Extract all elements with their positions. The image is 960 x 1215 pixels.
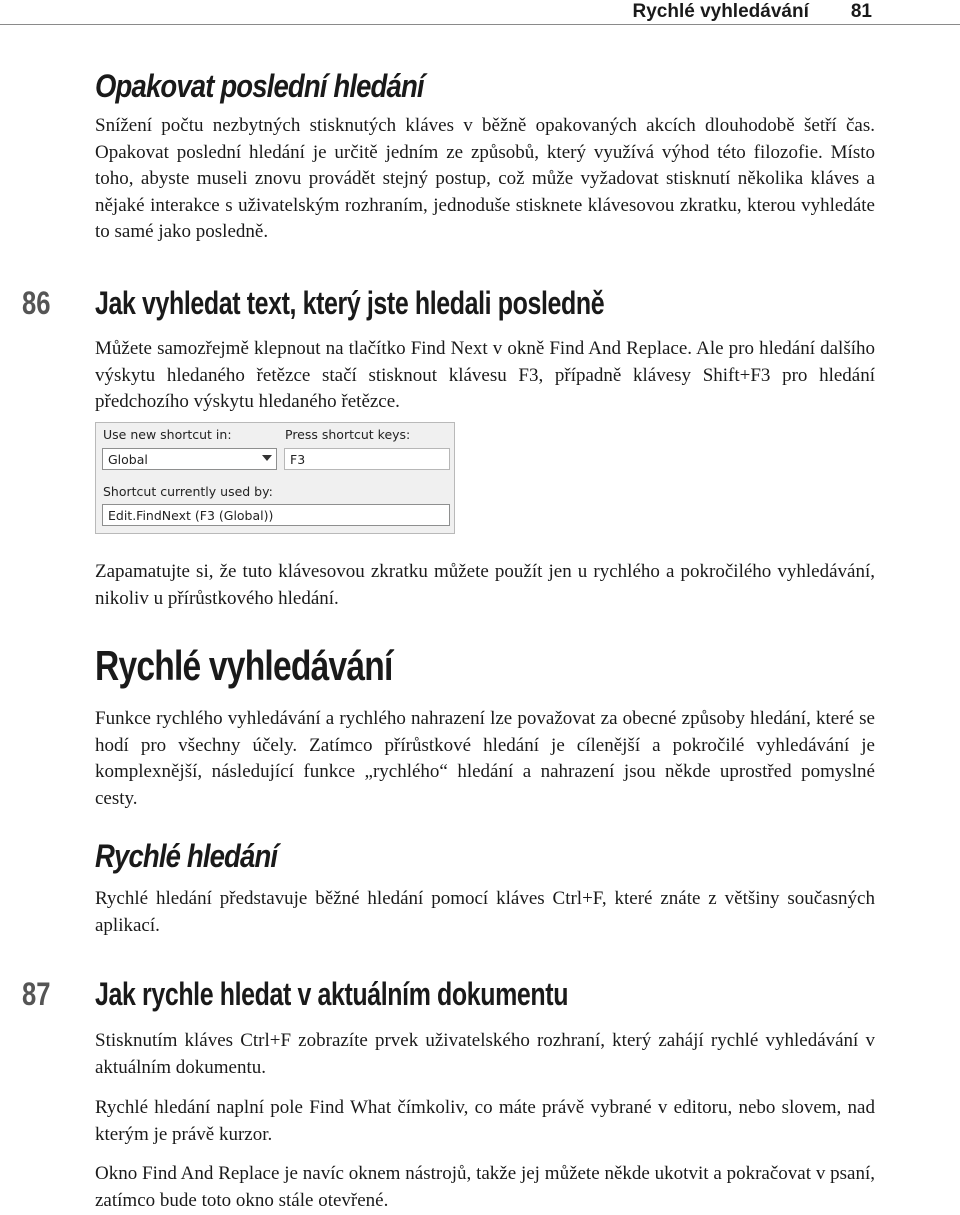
paragraph-quick-find: Funkce rychlého vyhledávání a rychlého nahrazení lze považovat za obecné způsoby hledání, které se hodí pro všechny účely. Zatímco přírůstkové hledání je cílenější a pokročilé vyhledávání je komplexnější, následující funkce „rychlého“ hledání a nahrazení jsou někde uprostřed pomyslné cesty. — [95, 708, 875, 809]
header-rule — [0, 24, 960, 25]
tip-title-87: Jak rychle hledat v aktuálním dokumentu — [95, 976, 569, 1012]
tip-number-87: 87 — [22, 976, 51, 1012]
paragraph-tip87-a: Stisknutím kláves Ctrl+F zobrazíte prvek uživatelského rozhraní, který zahájí rychlé vyhledávání v aktuálním dokumentu. — [95, 1030, 875, 1078]
shortcut-keys-value: F3 — [290, 452, 306, 467]
press-keys-label: Press shortcut keys: — [285, 427, 411, 442]
paragraph-tip87-c: Okno Find And Replace je navíc oknem nástrojů, takže jej můžete někde ukotvit a pokračovat v psaní, zatímco bude toto okno stále otevřené. — [95, 1163, 875, 1211]
scope-dropdown-value: Global — [108, 452, 148, 467]
scope-dropdown[interactable] — [102, 448, 277, 470]
running-header-title: Rychlé vyhledávání — [632, 1, 809, 22]
paragraph-tip86: Můžete samozřejmě klepnout na tlačítko Find Next v okně Find And Replace. Ale pro hledání dalšího výskytu hledaného řetězce stačí stisknout klávesu F3, případně klávesy Shift+F3 pro hledání předchozího výskytu hledaného řetězce. — [95, 338, 875, 412]
used-by-value: Edit.FindNext (F3 (Global)) — [108, 508, 274, 523]
heading-repeat-last-search: Opakovat poslední hledání — [95, 68, 424, 104]
page-number: 81 — [850, 1, 872, 22]
used-by-label: Shortcut currently used by: — [103, 484, 273, 499]
heading-quick-find: Rychlé vyhledávání — [95, 642, 393, 689]
paragraph-intro: Snížení počtu nezbytných stisknutých kláves v běžně opakovaných akcích dlouhodobě šetří čas. Opakovat poslední hledání je určitě jedním ze způsobů, který využívá výhod této filozofie. Místo toho, abyste museli znovu provádět stejný postup, což může vyžadovat stisknutí několika kláves a nějaké interakce s uživatelským rozhraním, jednoduše stisknete klávesovou zkratku, kterou vyhledáte to samé jako posledně. — [95, 115, 875, 242]
tip-number-86: 86 — [22, 285, 51, 321]
tip-title-86: Jak vyhledat text, který jste hledali posledně — [95, 285, 605, 321]
paragraph-note: Zapamatujte si, že tuto klávesovou zkratku můžete použít jen u rychlého a pokročilého vyhledávání, nikoliv u přírůstkového hledání. — [95, 561, 875, 609]
used-by-field[interactable] — [102, 504, 450, 526]
use-shortcut-label: Use new shortcut in: — [103, 427, 232, 442]
running-header — [632, 0, 872, 24]
shortcut-dialog-screenshot — [95, 422, 455, 534]
paragraph-tip87-b: Rychlé hledání naplní pole Find What čímkoliv, co máte právě vybrané v editoru, nebo slovem, nad kterým je právě kurzor. — [95, 1097, 875, 1145]
chevron-down-icon — [262, 455, 272, 461]
shortcut-keys-input[interactable] — [284, 448, 450, 470]
heading-quick-search: Rychlé hledání — [95, 838, 278, 874]
paragraph-quick-search: Rychlé hledání představuje běžné hledání pomocí kláves Ctrl+F, které znáte z většiny současných aplikací. — [95, 888, 875, 936]
